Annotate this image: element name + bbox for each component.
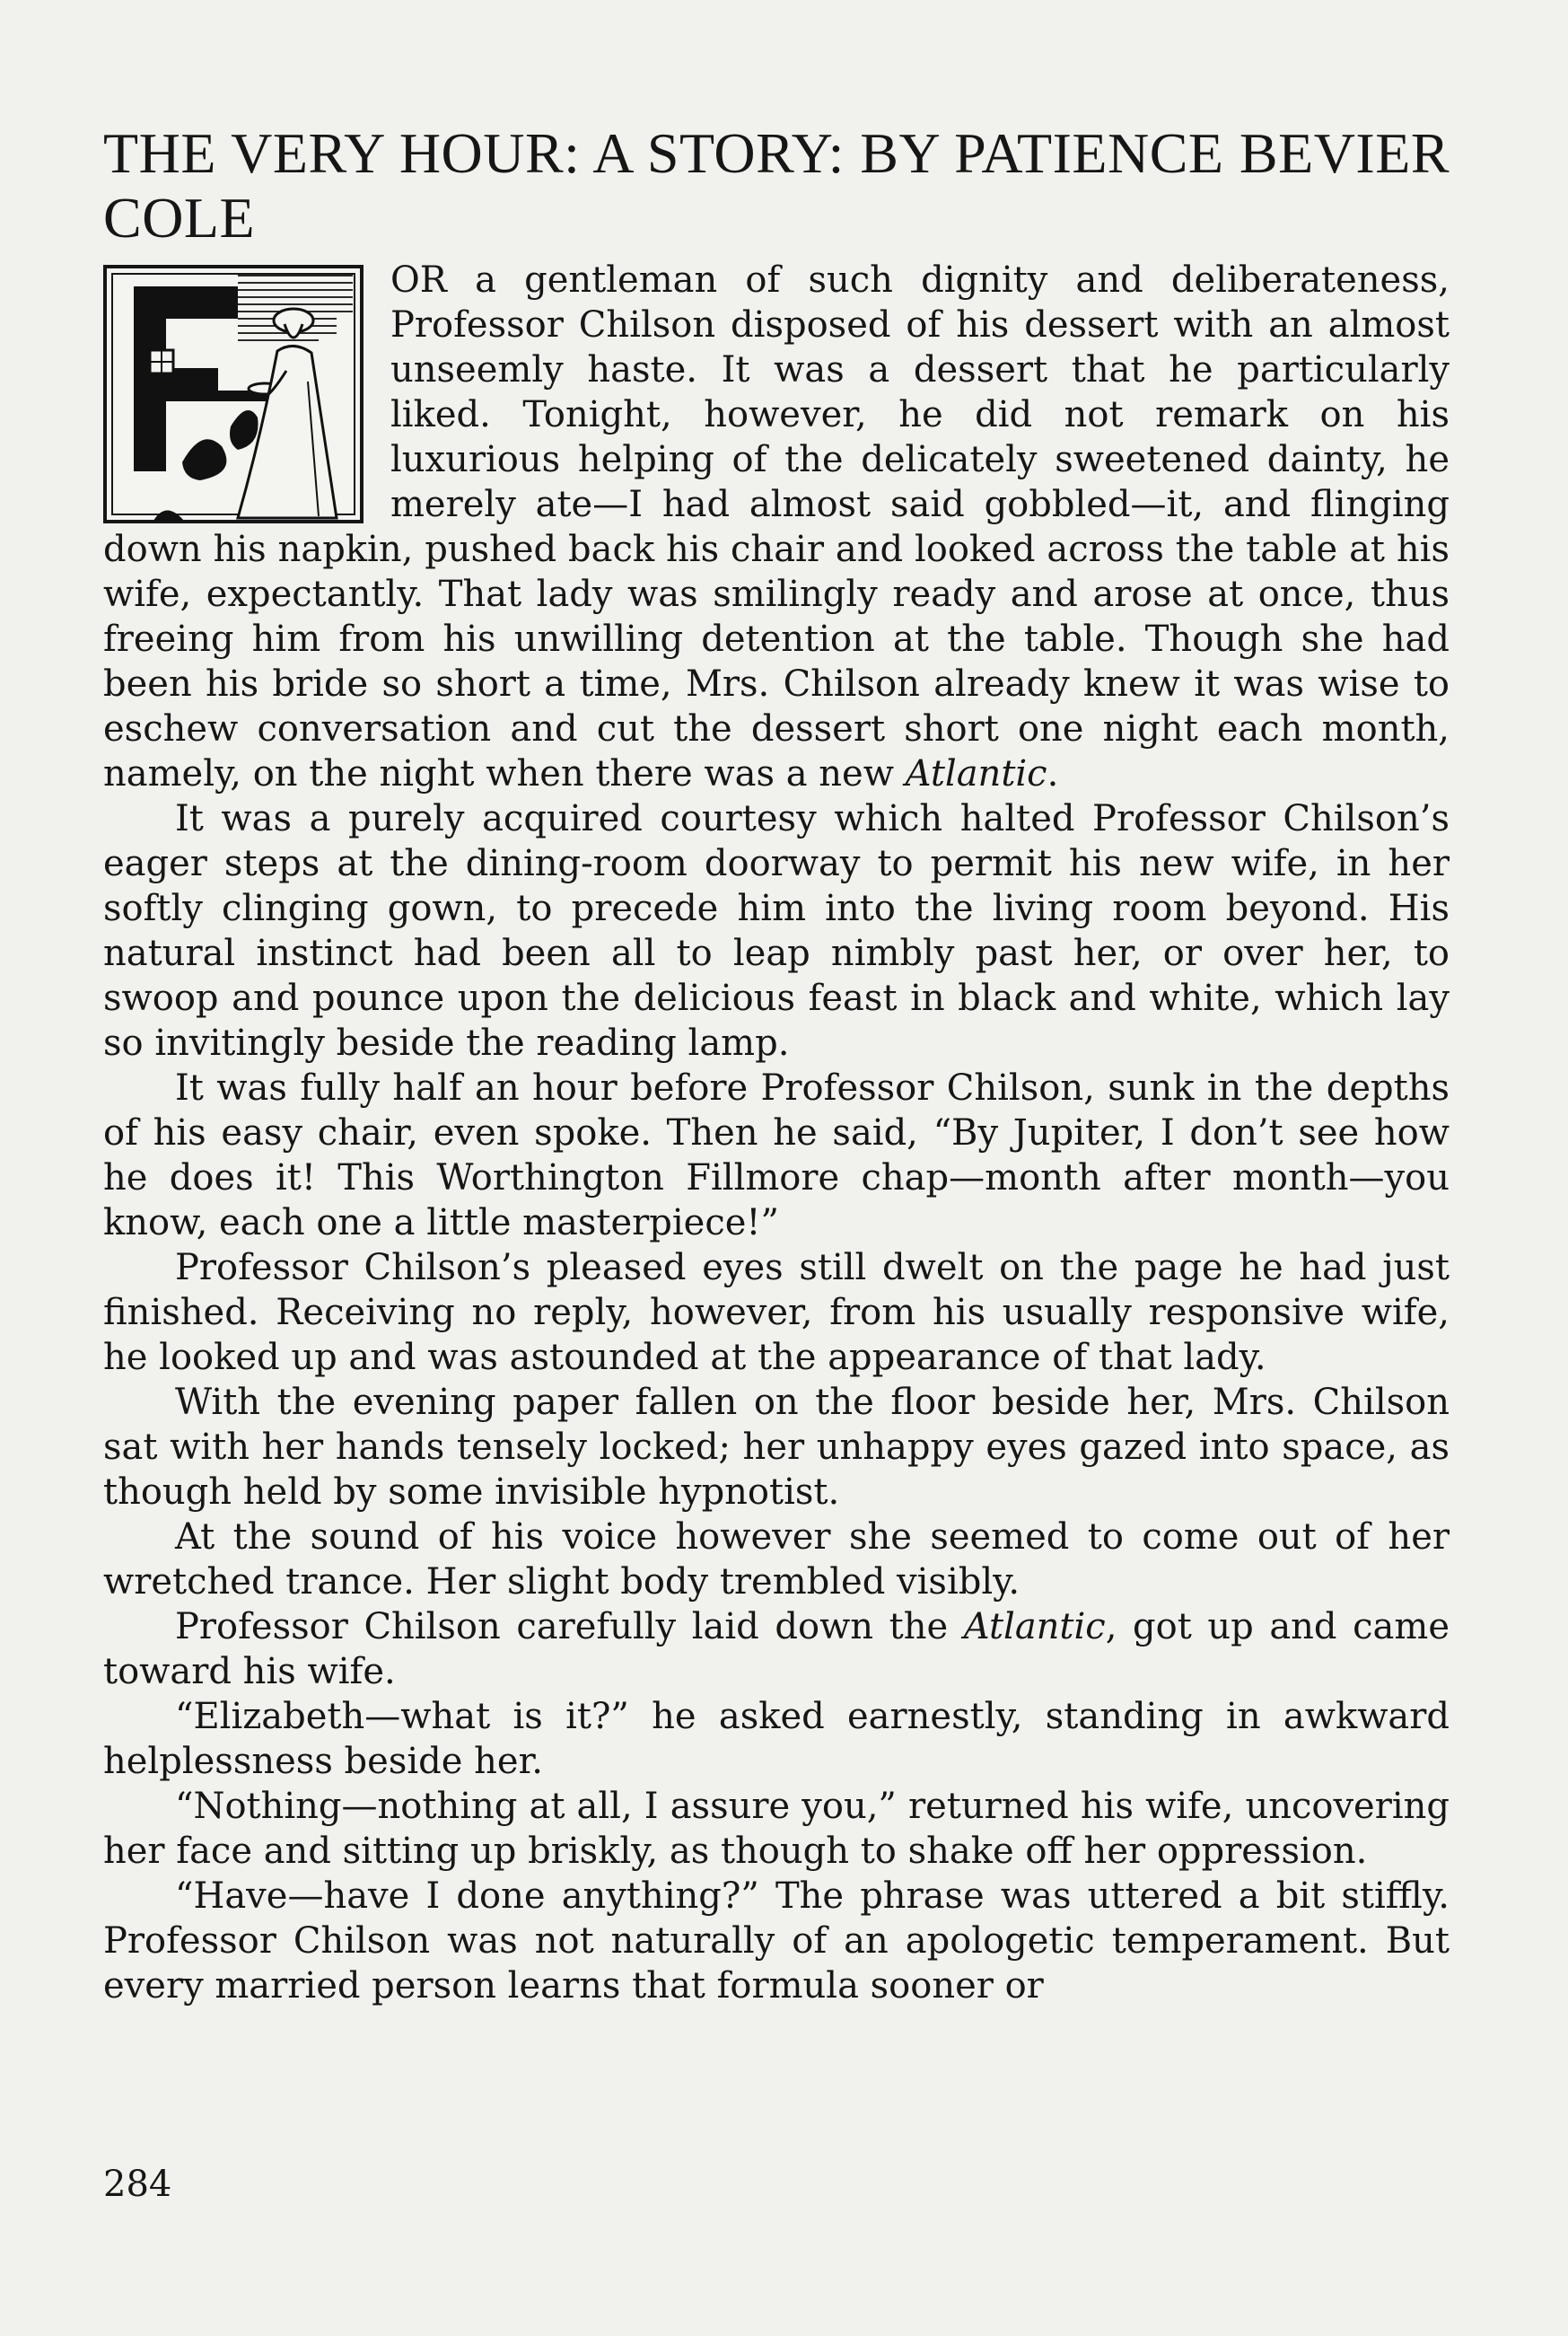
- paragraph-7-end: , got up and came toward his wife.: [103, 1606, 1450, 1692]
- atlantic-italic-2: Atlantic: [963, 1606, 1106, 1647]
- paragraph-10: “Have—have I done anything?” The phrase was uttered a bit stiffly. Professor Chilson was not naturally of an apologetic temperament. But every married person learns that formula sooner or: [103, 1875, 1450, 2007]
- paragraph-1-end: .: [1047, 753, 1059, 795]
- paragraph-7-text: Professor Chilson carefully laid down the: [175, 1606, 964, 1647]
- paragraph-9: “Nothing—nothing at all, I assure you,” returned his wife, uncovering her face and sitting up briskly, as though to shake off her oppression.: [103, 1786, 1450, 1872]
- article-title: THE VERY HOUR: A STORY: BY PATIENCE BEVIER COLE: [103, 121, 1450, 250]
- paragraph-6: At the sound of his voice however she seemed to come out of her wretched trance. Her slight body trembled visibly.: [103, 1516, 1450, 1603]
- article-body: [103, 258, 1450, 2008]
- atlantic-italic: Atlantic: [905, 753, 1047, 795]
- paragraph-8: “Elizabeth—what is it?” he asked earnestly, standing in awkward helplessness beside her.: [103, 1696, 1450, 1782]
- paragraph-3: It was fully half an hour before Professor Chilson, sunk in the depths of his easy chair, even spoke. Then he said, “By Jupiter, I don’t see how he does it! This Worthington Fillmore chap—month after month—you know, each one a little masterpiece!”: [103, 1067, 1450, 1243]
- paragraph-2: It was a purely acquired courtesy which halted Professor Chilson’s eager steps at the dining-room doorway to permit his new wife, in her softly clinging gown, to precede him into the living room beyond. His natural instinct had been all to leap nimbly past her, or over her, to swoop and pounce upon the delicious feast in black and white, which lay so invitingly beside the reading lamp.: [103, 798, 1450, 1064]
- article: [103, 121, 1450, 2008]
- paragraph-1-text: OR a gentleman of such dignity and deliberateness, Professor Chilson disposed of his dessert with an almost unseemly haste. It was a dessert that he particularly liked. Tonight, however, he did not remark on his luxurious helping of the delicately sweetened dainty, he merely ate—I had almost said gobbled—it, and flinging down his napkin, pushed back his chair and looked across the table at his wife, expectantly. That lady was smilingly ready and arose at once, thus freeing him from his unwilling detention at the table. Though she had been his bride so short a time, Mrs. Chilson already knew it was wise to eschew conversation and cut the dessert short one night each month, namely, on the night when there was a new: [103, 259, 1450, 795]
- paragraph-5: With the evening paper fallen on the floor beside her, Mrs. Chilson sat with her hands tensely locked; her unhappy eyes gazed into space, as though held by some invisible hypnotist.: [103, 1382, 1450, 1513]
- paragraph-4: Professor Chilson’s pleased eyes still dwelt on the page he had just finished. Receiving no reply, however, from his usually responsive wife, he looked up and was astounded at the appearance of that lady.: [103, 1247, 1450, 1378]
- paragraph-7: [103, 1604, 1450, 1694]
- page-number: 284: [103, 2164, 172, 2205]
- dropcap-illustration: [103, 265, 364, 523]
